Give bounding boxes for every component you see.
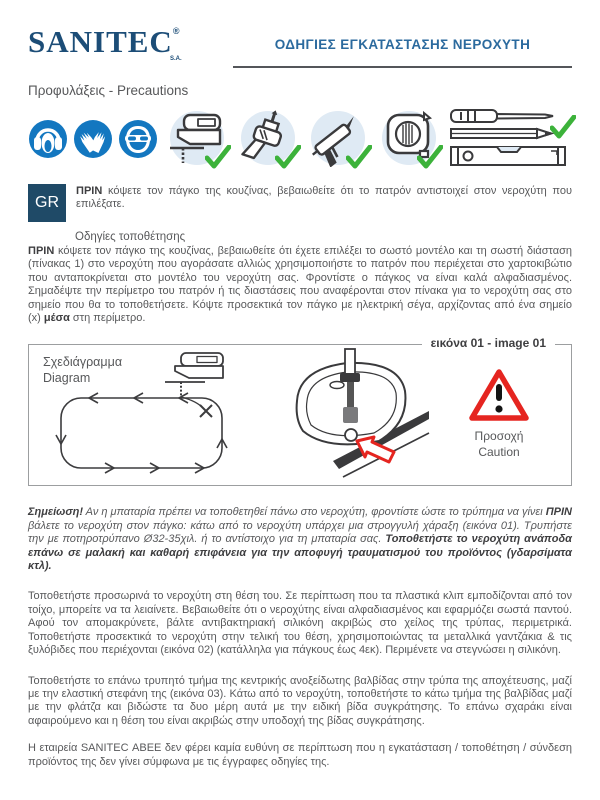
installation-heading: Οδηγίες τοποθέτησης xyxy=(75,231,186,243)
sanitec-logo xyxy=(28,24,233,62)
gr-note xyxy=(28,184,572,222)
registered-mark: ® xyxy=(172,26,180,36)
checkmark-icon xyxy=(205,145,231,169)
jigsaw-illustration xyxy=(165,353,223,396)
note-paragraph: Σημείωση! Αν η μπαταρία πρέπει να τοποθετηθεί πάνω στο νεροχύτη, φροντίστε ώστε το τρύπημα να γίνει ΠΡΙΝ βάλετε το νεροχύτη στον πάγκο: κάτω από το νεροχύτη υπάρχει μια στρογγυλή χάραξη (εικόνα 01). Τρυπήστε την με ποτηροτρύπανο Ø32-35χιλ. ή το αντίστοιχο για τη μπαταρία σας. Τοποθετήστε το νεροχύτη ανάποδα επάνω σε μαλακή και καθαρή επιφάνεια για την αποφυγή τραυματισμού του προϊόντος (γδαρσίματα κτλ). xyxy=(28,506,572,573)
precautions-heading: Προφυλάξεις - Precautions xyxy=(28,83,189,98)
placement-paragraph: Τοποθετήστε προσωρινά το νεροχύτη στη θέση του. Σε περίπτωση που τα πλαστικά κλιπ εμποδίζονται από τον τοίχο, μπορείτε να τα λειαίνετε. Βεβαιωθείτε ότι ο νεροχύτης είναι αλφαδιασμένος και εφαρμόζει σωστά παντού. Αφού τον απομακρύνετε, βάλτε αντιβακτηριακή σιλικόνη ακριβώς στο χείλος της τρύπας, περιμετρικά. Τοποθετήστε προσεκτικά το νεροχύτη στην τελική του θέση, χρησιμοποιώντας τα μεταλλικά γαντζάκια & τις ξυλόβιδες που περιέχονται (εικόνα 02) (κατάλληλα για πάγκους έως 4εκ). Περιμένετε να στεγνώσει η σιλικόνη. xyxy=(28,590,572,657)
precaution-icons-row xyxy=(28,106,572,172)
logo-text: SANITEC xyxy=(28,24,173,59)
caution-block xyxy=(455,367,543,460)
bold-text: Σημείωση! xyxy=(28,506,84,519)
bold-text: ΠΡΙΝ xyxy=(76,185,103,197)
valve-paragraph: Τοποθετήστε το επάνω τρυπητό τμήμα της κεντρικής ανοξείδωτης βαλβίδας στην τρύπα της αποχέτευσης, μαζί με την ελαστική στεφάνη της (εικόνα 03). Κάτω από το νεροχύτη, τοποθετήστε το κάτω τμήμα της βαλβίδας μαζί με την φλάτζα και βιδώστε τα δυο μέρη αυτά με την ειδική βίδα συγκράτησης. Το επάνω σχαράκι είναι αφαιρούμενο και η θέση του είναι ακριβώς στην υποδοχή της βίδας συγκράτησης. xyxy=(28,674,572,727)
safety-icons xyxy=(28,119,158,159)
diagram-caption: Σχεδιάγραμμα Diagram xyxy=(43,355,123,386)
caution-caption: Προσοχή Caution xyxy=(474,429,524,460)
caulking-gun-icon xyxy=(305,107,370,171)
jigsaw-icon xyxy=(164,107,229,171)
protective-gloves-icon xyxy=(73,119,113,159)
tape-measure-icon xyxy=(376,107,441,171)
sink-illustration xyxy=(297,349,429,477)
checkmark-icon xyxy=(550,115,576,139)
cutting-diagram xyxy=(56,393,227,473)
ear-protection-icon xyxy=(28,119,68,159)
header xyxy=(28,26,572,68)
figure-01 xyxy=(28,336,572,486)
drill-icon xyxy=(235,107,300,171)
bold-text: μέσα xyxy=(43,312,70,325)
disclaimer-paragraph: Η εταιρεία SANITEC ΑΒΕΕ δεν φέρει καμία ευθύνη σε περίπτωση που η εγκατάσταση / τοποθέτηση / σύνδεση προϊόντος της δεν γίνει σύμφωνα με τις έγγραφες οδηγίες της. xyxy=(28,742,572,768)
checkmark-icon xyxy=(346,145,372,169)
gr-language-badge: GR xyxy=(28,184,66,222)
page-title: ΟΔΗΓΙΕΣ ΕΓΚΑΤΑΣΤΑΣΗΣ ΝΕΡΟΧΥΤΗ xyxy=(274,37,531,52)
logo-suffix: S.A. xyxy=(170,56,182,62)
gr-note-text: ΠΡΙΝ κόψετε τον πάγκο της κουζίνας, βεβαιωθείτε ότι το πατρόν αντιστοιχεί στον νεροχύτη που επιλέξατε. xyxy=(76,185,572,211)
bold-text: ΠΡΙΝ xyxy=(545,506,572,519)
caution-triangle-icon xyxy=(468,367,530,423)
installation-paragraph: ΠΡΙΝ κόψετε τον πάγκο της κουζίνας, βεβαιωθείτε ότι έχετε επιλέξει το σωστό μοντέλο και τη σωστή διάσταση (πίνακας 1) στο νεροχύτη που αγοράσατε αλλιώς χρησιμοποιήστε το πατρόν που περιέχεται στο χαρτοκιβώτιο που ανταποκρίνεται στο μοντέλο του νεροχύτη σας. Φροντίστε ο πάγκος να είναι καλά αλφαδιασμένος. Σημαδέψτε την περίμετρο του πατρόν ή τις διαστάσεις που αναφέρονται στον πίνακα για το νεροχύτη σας στο σημείο που θα το τοποθετήσετε. Κόψτε προσεκτικά τον πάγκο με ηλεκτρική σέγα, αρχίζοντας από ένα σημείο (x) μέσα στη περίμετρο. xyxy=(28,245,572,325)
checkmark-icon xyxy=(275,145,301,169)
face-protection-icon xyxy=(118,119,158,159)
bold-text: Τοποθετήστε το νεροχύτη ανάποδα επάνω σε μαλακή και καθαρή επιφάνεια για την αποφυγή τραυματισμού του προϊόντος (γδαρσίματα κτλ). xyxy=(28,533,572,573)
figure-label: εικόνα 01 - image 01 xyxy=(422,336,555,350)
checkmark-icon xyxy=(417,145,443,169)
bold-text: ΠΡΙΝ xyxy=(28,245,55,257)
header-rule xyxy=(233,26,572,68)
screwdriver-pencil-level-icon xyxy=(449,107,572,171)
